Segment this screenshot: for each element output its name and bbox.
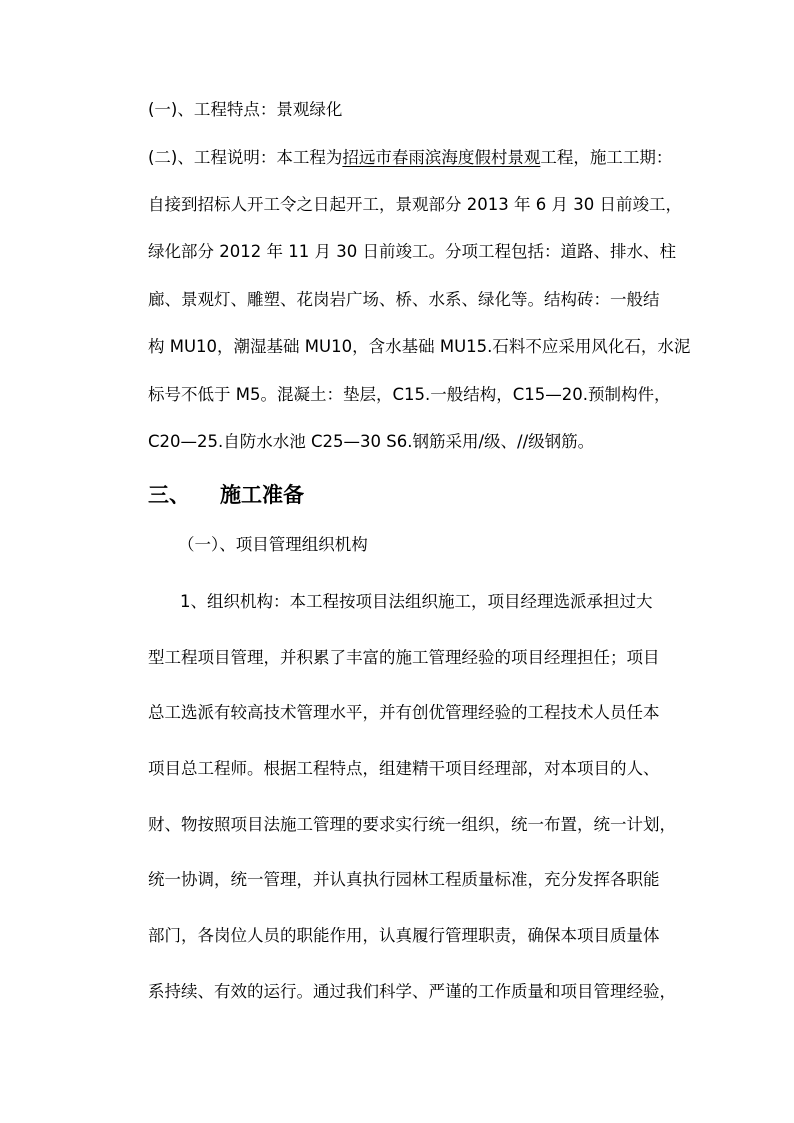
description-line: 标号不低于 M5。混凝土：垫层，C15.一般结构，C15—20.预制构件， xyxy=(148,385,671,404)
org-paragraph-line: 总工选派有较高技术管理水平，并有创优管理经验的工程技术人员任本 xyxy=(148,703,660,722)
org-paragraph-line: 部门，各岗位人员的职能作用，认真履行管理职责，确保本项目质量体 xyxy=(148,926,660,945)
project-description-line xyxy=(148,148,672,168)
org-paragraph-line: 统一协调，统一管理，并认真执行园林工程质量标准，充分发挥各职能 xyxy=(148,870,660,889)
project-features-line: (一)、工程特点：景观绿化 xyxy=(148,100,343,119)
section-number: 三、 xyxy=(148,483,190,507)
description-line: C20—25.自防水水池 C25—30 S6.钢筋采用/级、//级钢筋。 xyxy=(148,432,595,451)
org-paragraph-line: 系持续、有效的运行。通过我们科学、严谨的工作质量和项目管理经验， xyxy=(148,982,676,1001)
org-paragraph-line: 财、物按照项目法施工管理的要求实行统一组织，统一布置，统一计划， xyxy=(148,815,676,834)
org-paragraph-line: 型工程项目管理，并积累了丰富的施工管理经验的项目经理担任；项目 xyxy=(148,648,660,667)
project-name: 招远市春雨滨海度假村景观 xyxy=(342,148,541,167)
org-paragraph-line: 1、组织机构：本工程按项目法组织施工，项目经理选派承担过大 xyxy=(180,592,653,611)
description-line: 自接到招标人开工令之日起开工，景观部分 2013 年 6 月 30 日前竣工， xyxy=(148,195,682,214)
description-line: 绿化部分 2012 年 11 月 30 日前竣工。分项工程包括：道路、排水、柱 xyxy=(148,242,676,261)
description-line: 构 MU10，潮湿基础 MU10，含水基础 MU15.石料不应采用风化石，水泥 xyxy=(148,337,691,356)
section-title: 施工准备 xyxy=(220,483,304,507)
description-line: 廊、景观灯、雕塑、花岗岩广场、桥、水系、绿化等。结构砖：一般结 xyxy=(148,290,660,309)
subsection-heading: （一）、项目管理组织机构 xyxy=(178,535,368,554)
section-heading xyxy=(148,479,304,509)
org-paragraph-line: 项目总工程师。根据工程特点，组建精干项目经理部，对本项目的人、 xyxy=(148,759,660,778)
description-prefix: (二)、工程说明：本工程为 xyxy=(148,148,343,167)
description-suffix: 工程，施工工期： xyxy=(540,148,673,167)
